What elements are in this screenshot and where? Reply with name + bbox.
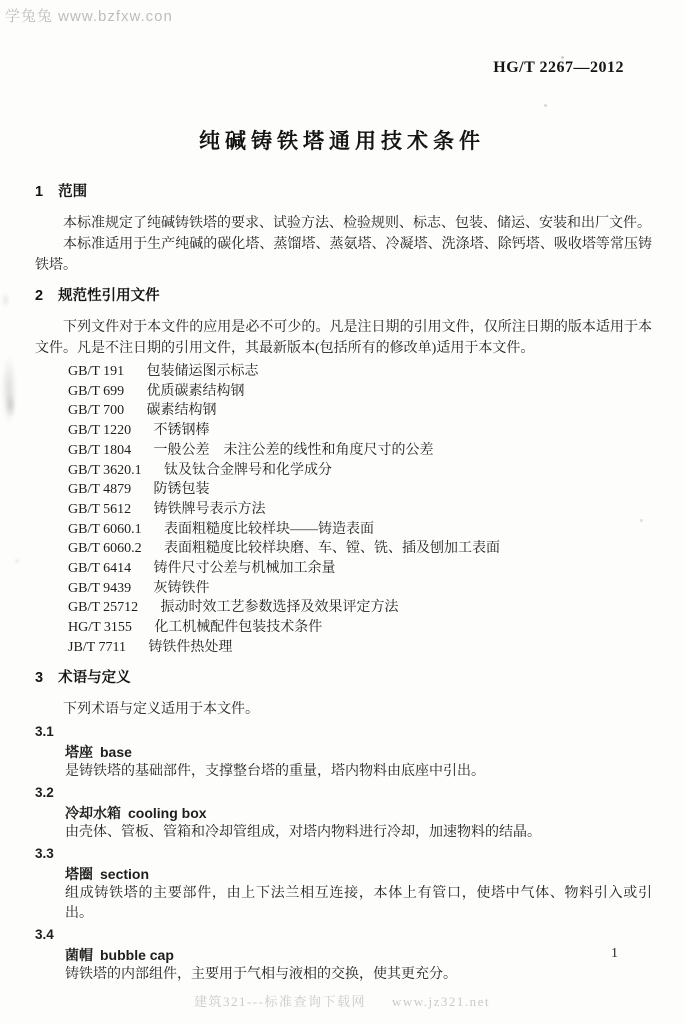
reference-item [68, 579, 652, 599]
term-number: 3.4 [35, 926, 54, 942]
scope-paragraph: 本标准适用于生产纯碱的碳化塔、蒸馏塔、蒸氨塔、冷凝塔、洗涤塔、除钙塔、吸收塔等常压铸铁塔。 [35, 237, 652, 273]
top-watermark: 学兔兔 www.bzfxw.con [5, 8, 173, 25]
term-cn: 塔座 [65, 743, 93, 760]
scan-artifact [561, 56, 564, 59]
term-cn: 塔圈 [65, 865, 93, 882]
reference-title: 不锈钢棒 [153, 423, 210, 439]
reference-title: 钛及钛合金牌号和化学成分 [164, 462, 333, 478]
term-definition: 是铸铁塔的基础部件，支撑整台塔的重量，塔内物料由底座中引出。 [65, 763, 485, 779]
reference-code: GB/T 4879 [68, 482, 132, 498]
reference-title: 一般公差 未注公差的线性和角度尺寸的公差 [153, 442, 434, 458]
reference-code: HG/T 3155 [68, 620, 132, 636]
section-number: 3 [35, 669, 44, 686]
reference-item [68, 638, 652, 658]
standard-code: HG/T 2267—2012 [493, 59, 624, 76]
reference-item [68, 480, 652, 500]
reference-code: GB/T 1220 [68, 423, 132, 439]
reference-item [68, 362, 652, 382]
reference-title: 化工机械配件包装技术条件 [154, 620, 323, 636]
reference-code: GB/T 25712 [68, 600, 139, 616]
reference-code: GB/T 5612 [68, 501, 132, 517]
reference-code: GB/T 9439 [68, 580, 132, 596]
reference-item [68, 559, 652, 579]
scan-artifact [14, 558, 20, 564]
reference-title: 表面粗糙度比较样块——铸造表面 [164, 521, 375, 537]
term-cn: 冷却水箱 [65, 804, 121, 821]
reference-item [68, 618, 652, 638]
section-title: 范围 [58, 184, 88, 200]
reference-item [68, 520, 652, 540]
reference-code: GB/T 6060.1 [68, 521, 142, 537]
term-number: 3.3 [35, 845, 54, 861]
term-name [65, 803, 652, 823]
reference-item [68, 598, 652, 618]
document-title: 纯碱铸铁塔通用技术条件 [199, 130, 485, 153]
reference-code: GB/T 700 [68, 403, 125, 419]
term-en: bubble cap [100, 946, 174, 963]
bottom-watermark-site: 建筑321---标准查询下载网 [193, 994, 366, 1009]
reference-code: GB/T 6414 [68, 561, 132, 577]
reference-code: JB/T 7711 [68, 639, 126, 655]
reference-item [68, 500, 652, 520]
reference-title: 包装储运图示标志 [146, 364, 259, 379]
reference-item [68, 421, 652, 441]
term-number: 3.1 [35, 723, 54, 739]
document-body [35, 182, 652, 985]
term-entry [35, 925, 652, 985]
reference-title: 优质碳素结构钢 [146, 383, 245, 399]
reference-title: 表面粗糙度比较样块磨、车、镗、铣、插及刨加工表面 [164, 541, 501, 557]
bottom-watermark-url: www.jz321.net [391, 994, 491, 1009]
term-name [65, 742, 652, 762]
term-en: section [100, 865, 150, 882]
reference-item [68, 461, 652, 481]
section-heading-references [35, 286, 652, 306]
reference-title: 碳素结构钢 [146, 403, 217, 419]
term-definition: 由壳体、管板、管箱和冷却管组成，对塔内物料进行冷却，加速物料的结晶。 [65, 824, 541, 840]
section-heading-scope [35, 182, 652, 202]
section-number: 1 [35, 184, 44, 200]
reference-title: 灰铸铁件 [153, 580, 210, 596]
term-entry [35, 783, 652, 843]
reference-code: GB/T 699 [68, 383, 125, 399]
terms-list [35, 722, 652, 985]
term-en: cooling box [128, 804, 207, 821]
term-definition: 组成铸铁塔的主要部件，由上下法兰相互连接，本体上有管口，使塔中气体、物料引入或引出。 [65, 885, 652, 921]
term-entry [35, 844, 652, 924]
section-title: 规范性引用文件 [58, 288, 160, 304]
scan-artifact [640, 519, 643, 522]
reference-code: GB/T 6060.2 [68, 541, 142, 557]
scope-paragraph: 本标准规定了纯碱铸铁塔的要求、试验方法、检验规则、标志、包装、储运、安装和出厂文件。 [63, 216, 651, 231]
term-name [65, 945, 652, 965]
term-number: 3.2 [35, 784, 54, 800]
reference-title: 铸铁牌号表示方法 [153, 501, 266, 517]
term-name [65, 864, 652, 884]
references-intro: 下列文件对于本文件的应用是必不可少的。凡是注日期的引用文件，仅所注日期的版本适用于本文件。凡是不注日期的引用文件，其最新版本(包括所有的修改单)适用于本文件。 [35, 320, 652, 356]
reference-item [68, 441, 652, 461]
terms-intro: 下列术语与定义适用于本文件。 [63, 701, 259, 717]
reference-item [68, 401, 652, 421]
term-cn: 菌帽 [65, 946, 93, 963]
section-number: 2 [35, 288, 44, 304]
section-heading-terms [35, 668, 652, 688]
scan-artifact [544, 104, 547, 107]
reference-code: GB/T 1804 [68, 442, 132, 458]
reference-title: 振动时效工艺参数选择及效果评定方法 [160, 600, 399, 616]
reference-title: 铸件尺寸公差与机械加工余量 [153, 561, 336, 577]
reference-title: 铸铁件热处理 [148, 639, 233, 655]
reference-code: GB/T 191 [68, 364, 125, 379]
page-number: 1 [611, 946, 618, 961]
reference-code: GB/T 3620.1 [68, 462, 142, 478]
reference-item [68, 382, 652, 402]
scan-artifact [5, 392, 16, 418]
term-en: base [100, 743, 132, 760]
bottom-watermark [0, 991, 684, 1010]
term-entry [35, 722, 652, 782]
reference-list [35, 362, 652, 658]
section-title: 术语与定义 [58, 669, 131, 686]
reference-item [68, 539, 652, 559]
scan-artifact [1, 292, 10, 308]
reference-title: 防锈包装 [153, 482, 210, 498]
term-definition: 铸铁塔的内部组件，主要用于气相与液相的交换，使其更充分。 [65, 966, 457, 982]
